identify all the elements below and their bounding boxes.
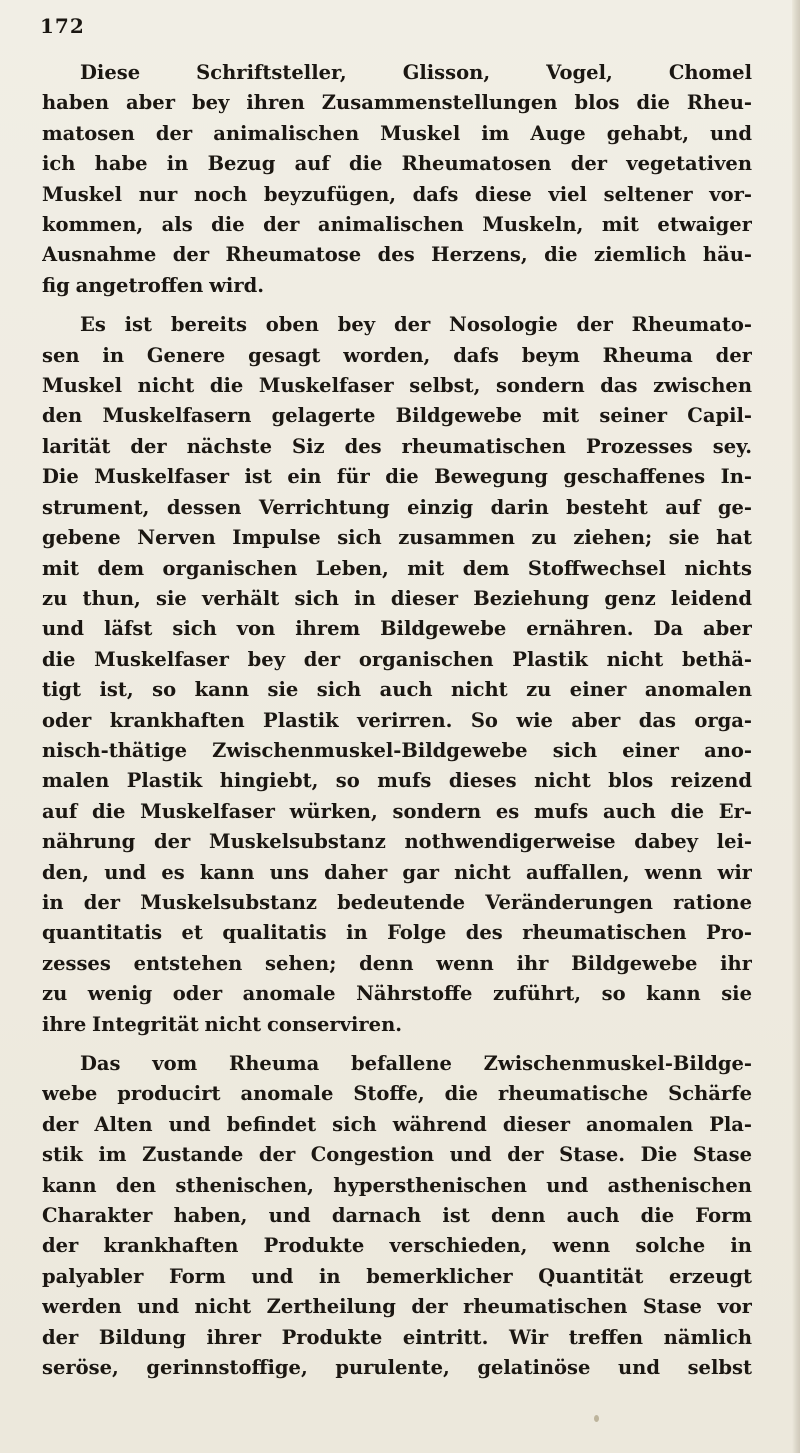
text-line: Muskel nicht die Muskelfaser selbst, sondern das zwischen [42,374,752,398]
page-number: 172 [40,14,85,38]
text-line: auf die Muskelfaser würken, sondern es mufs auch die Er- [42,799,752,823]
text-line: palyabler Form und in bemerklicher Quantität erzeugt [42,1264,752,1288]
text-line: seröse, gerinnstoffige, purulente, gelatinöse und selbst [42,1356,752,1380]
paper-speck [594,1415,599,1422]
text-line: Die Muskelfaser ist ein für die Bewegung geschaffenes In- [42,465,752,489]
text-line: nisch-thätige Zwischenmuskel-Bildgewebe sich einer ano- [42,738,752,762]
text-line: kann den sthenischen, hypersthenischen und asthenischen [42,1173,752,1197]
text-line: Charakter haben, und darnach ist denn auch die Form [42,1204,752,1228]
text-line: Diese Schriftsteller, Glisson, Vogel, Chomel [80,61,752,84]
text-line: kommen, als die der animalischen Muskeln, mit etwaiger [42,213,752,237]
text-line: der krankhaften Produkte verschieden, wenn solche in [42,1234,752,1258]
text-line: Es ist bereits oben bey der Nosologie der Rheumato- [80,313,752,337]
text-line: Muskel nur noch beyzufügen, dafs diese viel seltener vor- [42,182,752,206]
text-line: gebene Nerven Impulse sich zusammen zu ziehen; sie hat [42,526,752,550]
text-line: sen in Genere gesagt worden, dafs beym Rheuma der [42,343,752,367]
text-line: webe producirt anomale Stoffe, die rheumatische Schärfe [42,1082,752,1106]
text-line: fig angetroffen wird. [42,273,265,297]
text-line: Das vom Rheuma befallene Zwischenmuskel-Bildge- [80,1052,752,1075]
text-line: der Alten und befindet sich während dieser anomalen Pla- [42,1112,752,1136]
text-line: zu thun, sie verhält sich in dieser Beziehung genz leidend [42,586,752,610]
text-line: den, und es kann uns daher gar nicht auffallen, wenn wir [42,860,752,884]
text-line: stik im Zustande der Congestion und der Stase. Die Stase [42,1143,752,1167]
text-line: matosen der animalischen Muskel im Auge gehabt, und [42,121,752,145]
text-line: tigt ist, so kann sie sich auch nicht zu einer anomalen [42,678,752,702]
text-line: malen Plastik hingiebt, so mufs dieses nicht blos reizend [42,769,752,793]
page-edge-shadow [792,0,800,1453]
text-line: quantitatis et qualitatis in Folge des rheumatischen Pro- [42,921,752,945]
text-line: haben aber bey ihren Zusammenstellungen blos die Rheu- [42,91,752,115]
text-line: ihre Integrität nicht conserviren. [42,1012,403,1036]
text-line: ich habe in Bezug auf die Rheumatosen der vegetativen [42,152,752,176]
text-line: die Muskelfaser bey der organischen Plastik nicht bethä- [42,647,752,671]
text-line: zesses entstehen sehen; denn wenn ihr Bildgewebe ihr [42,951,752,975]
text-line: zu wenig oder anomale Nährstoffe zuführt, so kann sie [42,982,752,1006]
text-line: larität der nächste Siz des rheumatischen Prozesses sey. [42,434,752,458]
paragraph-1 [42,58,752,301]
paragraph-2 [42,310,752,1040]
paragraph-3 [42,1049,752,1383]
text-line: nährung der Muskelsubstanz nothwendigerweise dabey lei- [42,830,752,854]
text-line: den Muskelfasern gelagerte Bildgewebe mit seiner Capil- [42,404,752,428]
text-line: der Bildung ihrer Produkte eintritt. Wir treffen nämlich [42,1325,752,1349]
text-line: mit dem organischen Leben, mit dem Stoffwechsel nichts [42,556,752,580]
text-line: Ausnahme der Rheumatose des Herzens, die ziemlich häu- [42,243,752,267]
text-line: strument, dessen Verrichtung einzig darin besteht auf ge- [42,495,752,519]
text-line: in der Muskelsubstanz bedeutende Veränderungen ratione [42,890,752,914]
text-line: werden und nicht Zertheilung der rheumatischen Stase vor [42,1295,752,1319]
text-line: oder krankhaften Plastik verirren. So wie aber das orga- [42,708,752,732]
body-text [42,58,752,1392]
text-line: und läfst sich von ihrem Bildgewebe ernähren. Da aber [42,617,752,641]
